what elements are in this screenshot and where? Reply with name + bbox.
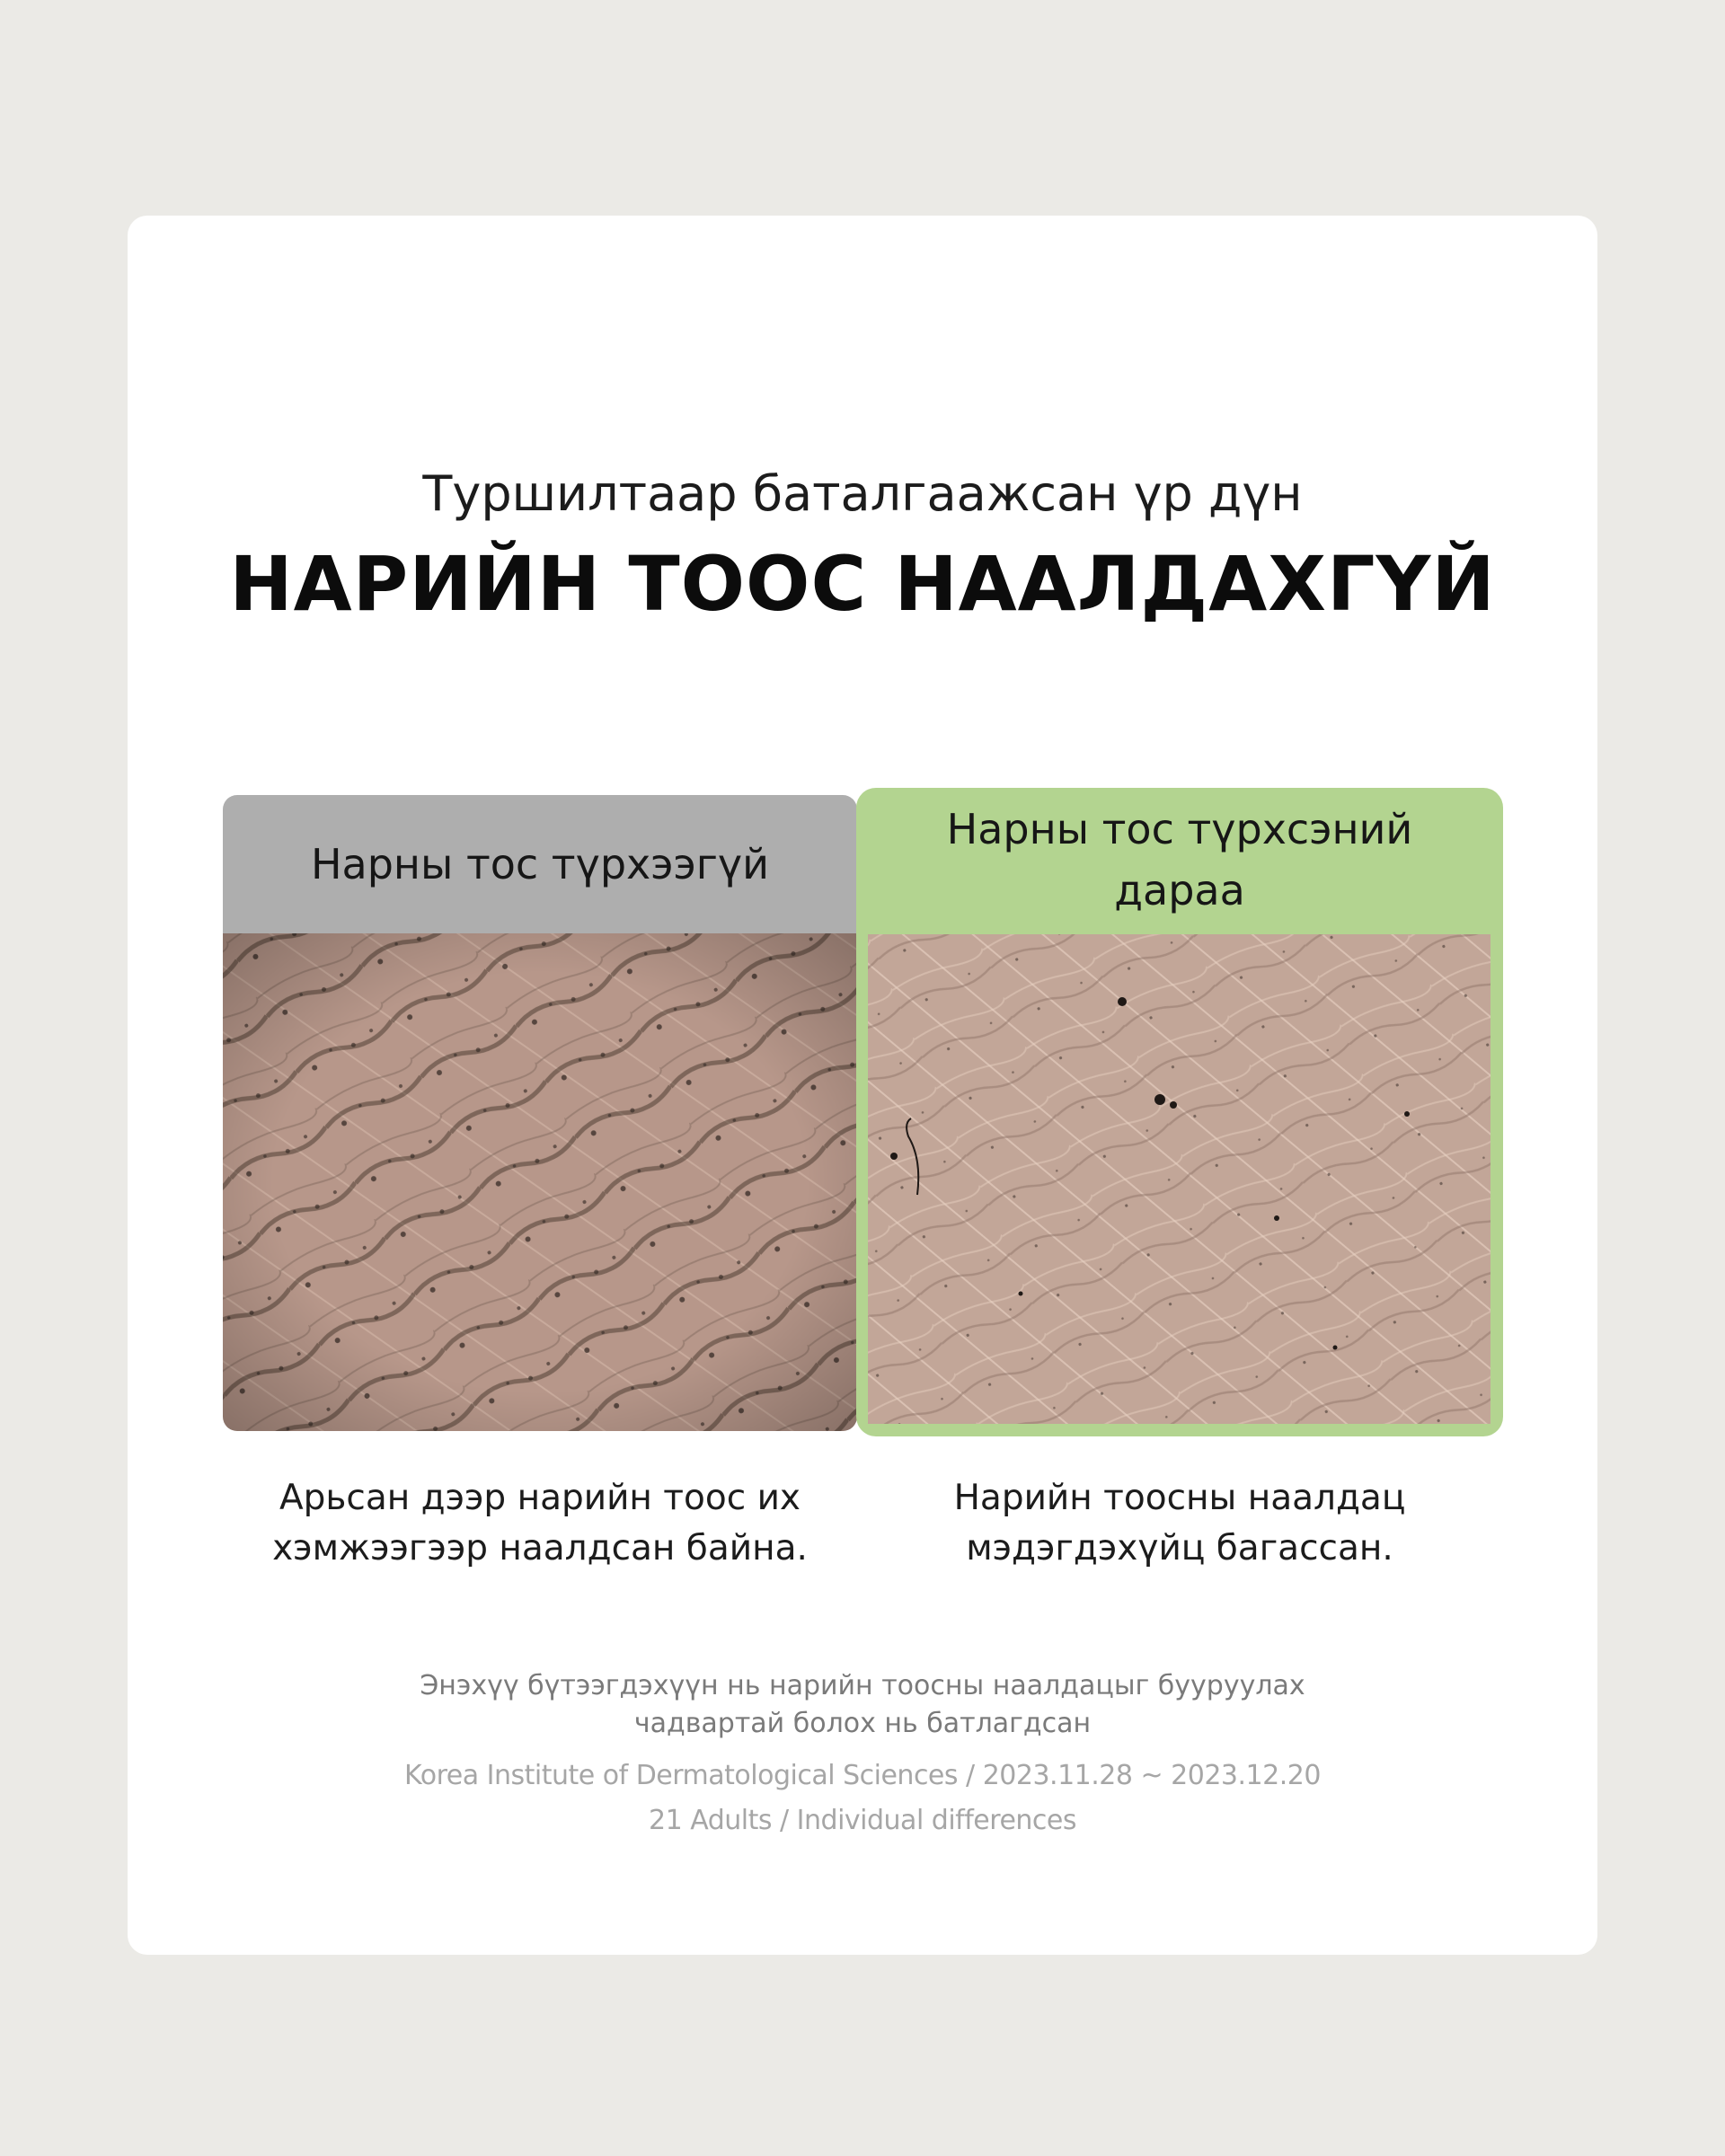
study-source-line2: 21 Adults / Individual differences bbox=[649, 1805, 1076, 1836]
skin-photo-before bbox=[223, 933, 857, 1431]
before-caption bbox=[223, 1473, 857, 1574]
before-panel-label: Нарны тос түрхээгүй bbox=[223, 795, 857, 933]
after-caption-line2: мэдэгдэхүйц багассан. bbox=[966, 1528, 1393, 1568]
page-subtitle: Туршилтаар баталгаажсан үр дүн bbox=[422, 465, 1303, 522]
after-caption bbox=[856, 1473, 1503, 1574]
study-source-line1: Korea Institute of Dermatological Sciences / 2023.11.28 ~ 2023.12.20 bbox=[404, 1760, 1321, 1791]
study-source bbox=[0, 1754, 1725, 1843]
after-panel bbox=[856, 788, 1503, 1436]
skin-photo-after bbox=[868, 934, 1491, 1424]
after-panel-label-line1: Нарны тос түрхсэний bbox=[946, 805, 1413, 853]
claim-note bbox=[0, 1667, 1725, 1743]
claim-note-line1: Энэхүү бүтээгдэхүүн нь нарийн тоосны наалдацыг бууруулах bbox=[420, 1670, 1305, 1701]
claim-note-line2: чадвартай болох нь батлагдсан bbox=[633, 1708, 1092, 1739]
after-panel-label-line2: дараа bbox=[1114, 866, 1245, 915]
before-panel bbox=[223, 795, 857, 1431]
page-title: НАРИЙН ТООС НААЛДАХГҮЙ bbox=[229, 540, 1496, 628]
before-caption-line2: хэмжээгээр наалдсан байна. bbox=[272, 1528, 808, 1568]
before-caption-line1: Арьсан дээр нарийн тоос их bbox=[279, 1478, 801, 1518]
after-panel-label bbox=[856, 788, 1503, 932]
after-caption-line1: Нарийн тоосны наалдац bbox=[953, 1478, 1406, 1518]
